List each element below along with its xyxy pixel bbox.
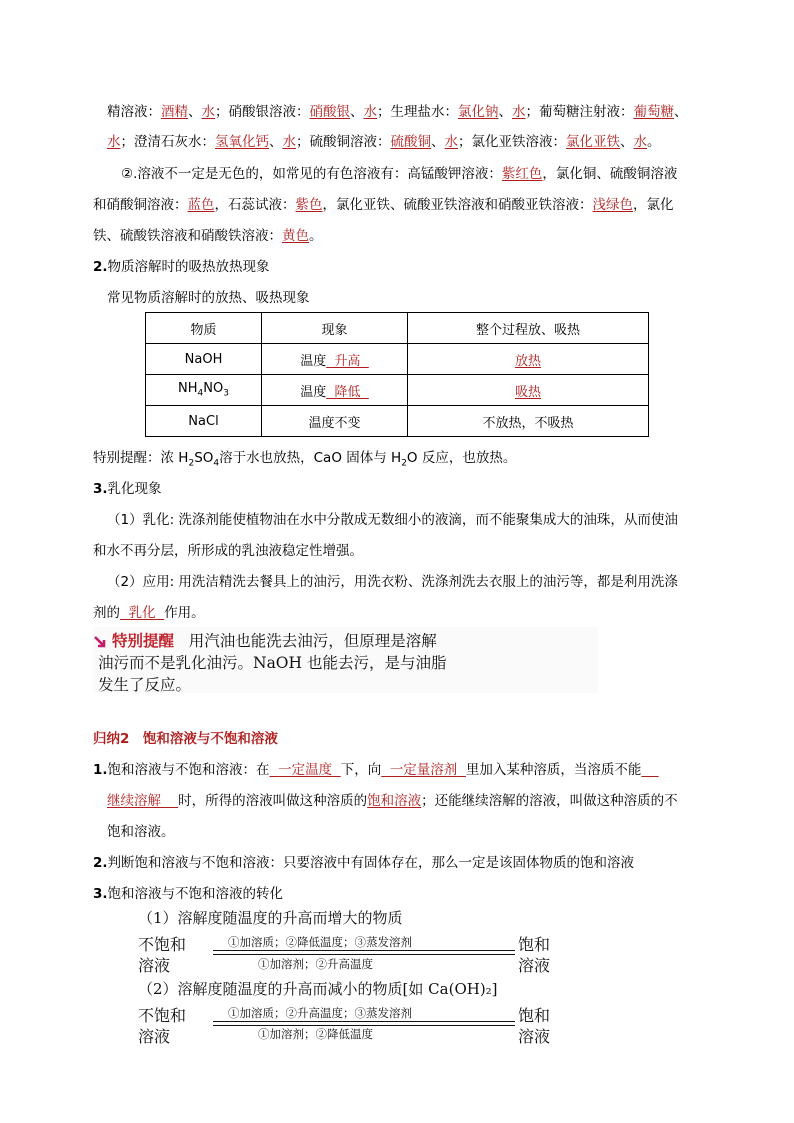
saturated-definition-2: 继续溶解 时，所得的溶液叫做这种溶质的饱和溶液；还能继续溶解的溶液，叫做这种溶质的不 (107, 793, 678, 809)
table-cell: NaCl (146, 406, 262, 437)
emulsification-application-2: 剂的 乳化 作用。 (93, 605, 205, 621)
table-row (146, 344, 649, 375)
table-cell: 放热 (408, 344, 649, 375)
solutions-line-1: 精溶液：酒精、水；硝酸银溶液：硝酸银、水；生理盐水：氯化钠、水；葡萄糖注射液：葡萄糖、 (107, 104, 688, 120)
saturated-definition-1: 1.饱和溶液与不饱和溶液：在 一定温度 下，向 一定量溶剂 里加入某种溶质，当溶质不能 (93, 762, 642, 778)
arrow-icon (93, 635, 107, 649)
table-cell: NaOH (146, 344, 262, 375)
table-row (146, 406, 649, 437)
table-cell: $NH_4NO_3$ (146, 375, 262, 406)
tip-label: 特别提醒 (111, 631, 174, 650)
emulsification-definition-2: 和水不再分层，所形成的乳浊液稳定性增强。 (93, 543, 363, 559)
section-3-heading: 3.乳化现象 (93, 481, 162, 497)
table-cell: 温度不变 (262, 406, 408, 437)
judgement-paragraph: 2.判断饱和溶液与不饱和溶液：只要溶液中有固体存在，那么一定是该固体物质的饱和溶液 (93, 855, 635, 871)
solutions-line-2: 水；澄清石灰水：氢氧化钙、水；硫酸铜溶液：硫酸铜、水；氯化亚铁溶液：氯化亚铁、水。 (107, 134, 661, 150)
table-cell: 不放热，不吸热 (408, 406, 649, 437)
emulsification-application-1: （2）应用: 用洗洁精洗去餐具上的油污，用洗衣粉、洗涤剂洗去衣服上的油污等，都是利用洗涤 (107, 574, 678, 590)
table-cell: 温度 升高 (262, 344, 408, 375)
special-note-heat: 特别提醒：浓 $H_2SO_4$溶于水也放热，CaO 固体与 $H_2O$ 反应，也放热。 (93, 450, 517, 469)
backward-arrow (213, 954, 515, 955)
emulsification-definition-1: （1）乳化: 洗涤剂能使植物油在水中分散成无数细小的液滴，而不能聚集成大的油珠，从而使油 (107, 512, 678, 528)
table-header-row (146, 313, 649, 344)
dissolution-heat-table (145, 312, 649, 437)
table-cell: 吸热 (408, 375, 649, 406)
solutions-line-5: 铁、硫酸铁溶液和硝酸铁溶液：黄色。 (93, 228, 323, 244)
special-tip-box: 特别提醒 用汽油也能洗去油污，但原理是溶解 油污而不是乳化油污。NaOH 也能去污，是与油脂 发生了反应。 (93, 627, 598, 693)
table-header: 现象 (262, 313, 408, 344)
table-header: 整个过程放、吸热 (408, 313, 649, 344)
section-title-induction-2: 归纳2 饱和溶液与不饱和溶液 (93, 731, 278, 747)
conversion-heading: 3.饱和溶液与不饱和溶液的转化 (93, 886, 284, 902)
table-row (146, 375, 649, 406)
section-2-subtitle: 常见物质溶解时的放热、吸热现象 (107, 290, 310, 306)
solutions-line-3: ②.溶液不一定是无色的，如常见的有色溶液有：高锰酸钾溶液：紫红色，氯化铜、硫酸铜溶液 (121, 166, 678, 182)
section-2-heading: 2.物质溶解时的吸热放热现象 (93, 259, 270, 275)
saturated-definition-3: 饱和溶液。 (107, 824, 175, 840)
table-header: 物质 (146, 313, 262, 344)
forward-arrow (213, 1021, 515, 1022)
solutions-line-4: 和硝酸铜溶液：蓝色，石蕊试液：紫色，氯化亚铁、硫酸亚铁溶液和硝酸亚铁溶液：浅绿色，氯化 (93, 197, 674, 213)
conversion-diagram: （1）溶解度随温度的升高而增大的物质 不饱和 溶液 ①加溶质；②降低温度；③蒸发溶剂 ①加溶剂；②升高温度 饱和 溶液 （2）溶解度随温度的升高而减小的物质[如 Ca(OH)₂] 不饱和 溶液 ①加溶质；②升高温度；③蒸发溶剂 ①加溶剂；②降低温度 饱和 溶液 (138, 909, 551, 1046)
forward-arrow (213, 950, 515, 951)
table-cell: 温度 降低 (262, 375, 408, 406)
